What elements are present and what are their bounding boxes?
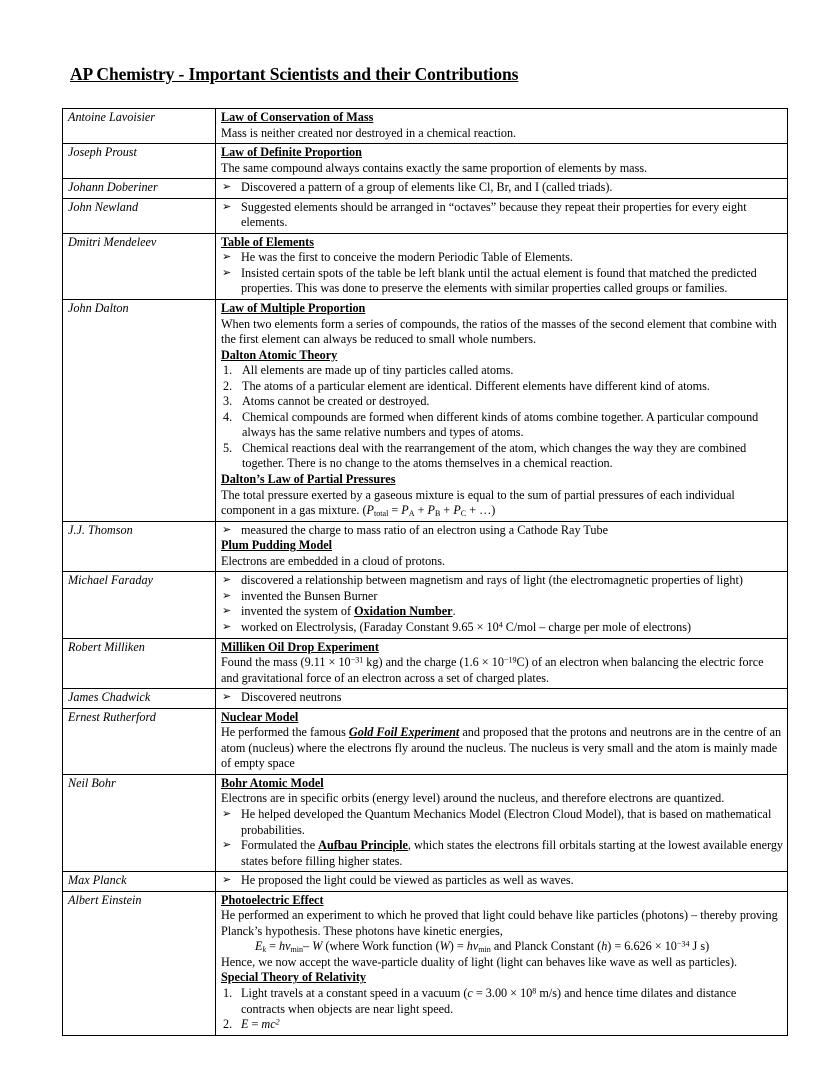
eq-text: ) = 6.626 × 10 (607, 939, 677, 954)
eq-subscript-min-2: min (478, 945, 491, 955)
numbered-list (221, 986, 783, 1033)
text-start: He performed the famous (221, 725, 349, 740)
formula-tail: + …) (466, 503, 496, 518)
scientist-name: Max Planck (63, 872, 216, 892)
eq-minus: – (303, 939, 313, 954)
contribution-heading: Photoelectric Effect (221, 892, 324, 907)
table-row (63, 572, 788, 638)
eq-subscript-min: min (290, 945, 304, 955)
list-item (221, 620, 783, 636)
scientist-name: Albert Einstein (63, 891, 216, 1035)
list-item: ➢ measured the charge to mass ratio of an electron using a Cathode Ray Tube (221, 523, 783, 539)
contribution-cell (216, 179, 788, 199)
bullet-list (221, 807, 783, 869)
contribution-heading: Law of Definite Proportion (221, 145, 362, 160)
contribution-text: Mass is neither created nor destroyed in a chemical reaction. (221, 125, 517, 140)
contribution-heading: Dalton Atomic Theory (221, 347, 338, 362)
list-item: ➢ He proposed the light could be viewed as particles as well as waves. (221, 873, 783, 889)
scientist-name: Dmitri Mendeleev (63, 233, 216, 299)
table-row (63, 521, 788, 572)
page-title: AP Chemistry - Important Scientists and their Contributions (70, 64, 519, 84)
list-item: ➢ Discovered a pattern of a group of elements like Cl, Br, and I (called triads). (221, 180, 783, 196)
bullet-list (221, 690, 783, 706)
list-item: Atoms cannot be created or destroyed. (242, 394, 430, 409)
exponent: −34 (676, 939, 690, 949)
contribution-text (221, 655, 783, 686)
text-end: C) of an electron when balancing the electric force and gravitational force of an electron across a set of charged plates. (221, 655, 764, 685)
eq-hv-2: hv (466, 939, 479, 954)
eq-planck-constant: h (601, 939, 608, 954)
eq-units: J s) (689, 939, 710, 954)
partial-pressure-text: The total pressure exerted by a gaseous mixture is equal to the sum of partial pressures of each individual component in a gas mixture. ( (221, 487, 735, 518)
contribution-cell (216, 638, 788, 689)
table-row (63, 198, 788, 233)
contribution-cell (216, 198, 788, 233)
contribution-text: He performed an experiment to which he proved that light could behave like particles (photons) – thereby proving Planck’s hypothesis. These photons have kinetic energies, (221, 908, 778, 938)
list-item (221, 604, 783, 620)
exponent: −19 (503, 655, 517, 665)
eq-work-function-2: W (439, 939, 450, 954)
eq-work-function: W (312, 939, 323, 954)
contribution-heading: Special Theory of Relativity (221, 970, 366, 985)
scientist-name: Michael Faraday (63, 572, 216, 638)
eq-hv: hv (279, 939, 291, 954)
bullet-list (221, 180, 783, 196)
contribution-heading: Bohr Atomic Model (221, 775, 324, 790)
list-item: ➢ Discovered neutrons (221, 690, 783, 706)
table-row (63, 300, 788, 522)
list-item: ➢ He helped developed the Quantum Mechanics Model (Electron Cloud Model), that is based on mathematical probabilities. (221, 807, 783, 838)
bullet-list (221, 573, 783, 635)
list-item: ➢ Suggested elements should be arranged in “octaves” because they repeat their properties for every eight elements. (221, 200, 783, 231)
list-item (221, 838, 783, 869)
bullet-text-end: , which states the electrons fill orbitals starting at the lowest available energy states before filling higher states. (241, 838, 784, 868)
exponent: 2 (275, 1017, 280, 1027)
list-item: ➢ invented the Bunsen Burner (221, 589, 783, 605)
table-row (63, 891, 788, 1035)
scientist-name: John Newland (63, 198, 216, 233)
eq-subscript-k: k (262, 945, 267, 955)
mass-text: Found the mass (9.11 × 10 (221, 655, 351, 670)
contribution-heading: Dalton’s Law of Partial Pressures (221, 472, 396, 487)
bullet-text-end: C/mol – charge per mole of electrons) (502, 619, 691, 634)
oxidation-number-term: Oxidation Number (354, 604, 453, 619)
text-end: and proposed that the protons and neutrons are in the centre of an atom (nucleus) where the electrons fly around the nucleus. The nucleus is very small and the atom is mainly made of empty space (221, 725, 782, 771)
bullet-text: worked on Electrolysis, (Faraday Constant 9.65 × 10 (241, 619, 499, 634)
contribution-heading: Law of Multiple Proportion (221, 301, 366, 316)
formula-p-b: P (427, 503, 435, 518)
eq-equals: = (248, 1017, 262, 1032)
list-item: The atoms of a particular element are identical. Different elements have different kind of atoms. (242, 378, 710, 393)
formula-plus: + (440, 503, 454, 518)
exponent: 8 (532, 986, 537, 996)
bullet-list (221, 200, 783, 231)
formula-plus: + (414, 503, 428, 518)
bullet-list (221, 873, 783, 889)
gold-foil-experiment-term: Gold Foil Experiment (348, 725, 460, 740)
list-item: All elements are made up of tiny particles called atoms. (242, 363, 514, 378)
contribution-cell (216, 708, 788, 774)
formula-subscript-a: A (408, 509, 415, 519)
contribution-cell (216, 572, 788, 638)
table-row (63, 144, 788, 179)
numbered-list (221, 363, 783, 472)
contribution-text (221, 488, 783, 519)
bullet-list (221, 523, 783, 539)
formula-p-c: P (453, 503, 461, 518)
table-row (63, 708, 788, 774)
table-row (63, 872, 788, 892)
exponent: −31 (350, 655, 364, 665)
contribution-text: When two elements form a series of compounds, the ratios of the masses of the second element that combine with the first element can always be reduced to small whole numbers. (221, 316, 777, 347)
bullet-text: invented the system of (241, 604, 355, 619)
scientists-table (62, 108, 788, 1036)
charge-text: kg) and the charge (1.6 × 10 (363, 655, 504, 670)
contribution-cell (216, 233, 788, 299)
table-row (63, 689, 788, 709)
bullet-text: Formulated the (241, 838, 319, 853)
text-end: m/s) and hence time dilates and distance contracts when objects are near light speed. (241, 985, 737, 1016)
bullet-text-end: . (452, 604, 456, 619)
eq-text: ) = (449, 939, 467, 954)
table-row (63, 774, 788, 871)
scientist-name: Neil Bohr (63, 774, 216, 871)
list-item: ➢ Insisted certain spots of the table be left blank until the actual element is found that matched the predicted properties. This was done to preserve the elements with similar properties called groups or families. (221, 266, 783, 297)
scientist-name: J.J. Thomson (63, 521, 216, 572)
eq-energy-symbol: E (255, 939, 263, 954)
aufbau-principle-term: Aufbau Principle (318, 838, 408, 853)
contribution-cell (216, 144, 788, 179)
photoelectric-equation (221, 939, 783, 955)
contribution-cell (216, 872, 788, 892)
contribution-text (221, 725, 783, 772)
contribution-cell (216, 300, 788, 522)
eq-text: and Planck Constant ( (490, 939, 602, 954)
bullet-list (221, 250, 783, 297)
contribution-text: Electrons are embedded in a cloud of protons. (221, 553, 446, 568)
scientist-name: James Chadwick (63, 689, 216, 709)
contribution-cell (216, 774, 788, 871)
contribution-heading: Plum Pudding Model (221, 538, 333, 553)
contribution-cell (216, 521, 788, 572)
list-item: ➢ He was the first to conceive the modern Periodic Table of Elements. (221, 250, 783, 266)
eq-mc: mc (261, 1017, 276, 1032)
table-row (63, 109, 788, 144)
formula-p-total: P (366, 503, 374, 518)
formula-subscript-total: total (374, 509, 389, 519)
table-row (63, 233, 788, 299)
contribution-text: Hence, we now accept the wave-particle duality of light (light can behaves like wave as well as particles). (221, 954, 738, 969)
scientist-name: Ernest Rutherford (63, 708, 216, 774)
scientist-name: Robert Milliken (63, 638, 216, 689)
text-mid: = 3.00 × 10 (472, 985, 533, 1000)
scientist-name: Antoine Lavoisier (63, 109, 216, 144)
table-row (63, 179, 788, 199)
eq-energy-symbol: E (241, 1017, 249, 1032)
contribution-cell (216, 109, 788, 144)
eq-equals: = (266, 939, 279, 954)
list-item: Chemical compounds are formed when different kinds of atoms combine together. A particular compound always has the same relative numbers and types of atoms. (242, 409, 759, 440)
list-item (221, 1017, 783, 1033)
exponent: 4 (498, 620, 503, 630)
scientist-name: Joseph Proust (63, 144, 216, 179)
list-item: Chemical reactions deal with the rearrangement of the atom, which changes the way they are combined together. There is no change to the atoms themselves in a chemical reaction. (242, 440, 747, 471)
formula-equals: = (388, 503, 402, 518)
table-row (63, 638, 788, 689)
contribution-heading: Law of Conservation of Mass (221, 110, 374, 124)
scientist-name: John Dalton (63, 300, 216, 522)
contribution-cell (216, 689, 788, 709)
list-item (221, 986, 783, 1017)
contribution-heading: Table of Elements (221, 234, 314, 249)
contribution-text: The same compound always contains exactly the same proportion of elements by mass. (221, 160, 648, 175)
text-start: Light travels at a constant speed in a vacuum ( (241, 985, 468, 1000)
contribution-heading: Milliken Oil Drop Experiment (221, 639, 379, 654)
contribution-heading: Nuclear Model (221, 709, 299, 724)
formula-p-a: P (401, 503, 409, 518)
formula-subscript-b: B (434, 509, 441, 519)
eq-text: (where Work function ( (322, 939, 440, 954)
list-item: ➢ discovered a relationship between magnetism and rays of light (the electromagnetic properties of light) (221, 573, 783, 589)
scientist-name: Johann Doberiner (63, 179, 216, 199)
speed-of-light-symbol: c (467, 985, 473, 1000)
formula-subscript-c: C (460, 509, 467, 519)
contribution-cell (216, 891, 788, 1035)
contribution-text: Electrons are in specific orbits (energy level) around the nucleus, and therefore electrons are quantized. (221, 791, 725, 806)
